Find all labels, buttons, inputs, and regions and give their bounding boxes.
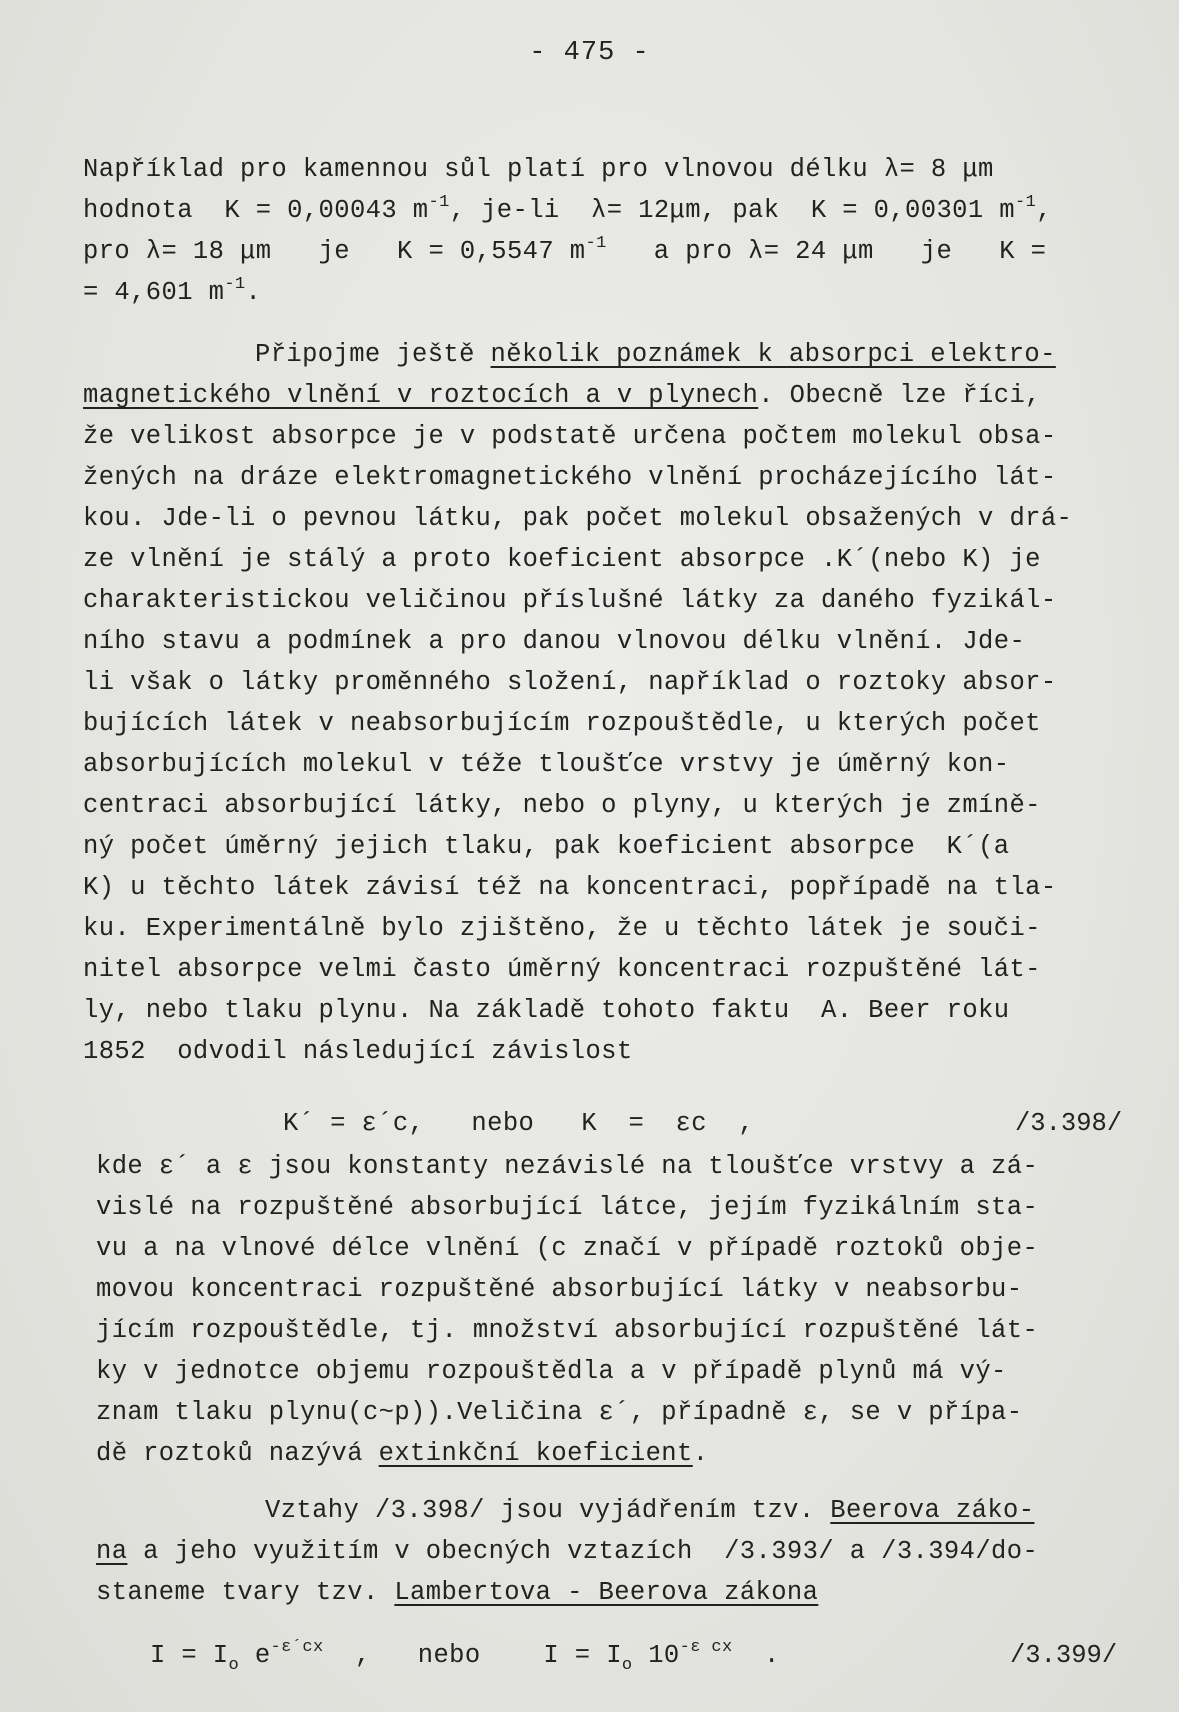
text-line: K) u těchto látek závisí též na koncentraci, popřípadě na tla- [83, 873, 1057, 902]
text-line: ný počet úměrný jejich tlaku, pak koeficient absorpce K´(a [83, 832, 1010, 861]
text-line: že velikost absorpce je v podstatě určena počtem molekul obsa- [83, 422, 1057, 451]
text-line: bujících látek v neabsorbujícím rozpouštědle, u kterých počet [83, 709, 1041, 738]
equation-3-398: K´ = ε´c, nebo K = εc , [283, 1109, 755, 1138]
text-line: kou. Jde-li o pevnou látku, pak počet molekul obsažených v drá- [83, 504, 1073, 533]
text-line: kde ε´ a ε jsou konstanty nezávislé na tloušťce vrstvy a zá- [96, 1152, 1039, 1181]
text-line: charakteristickou veličinou příslušné látky za daného fyzikál- [83, 586, 1057, 615]
underlined-phrase: několik poznámek k absorpci elektro- [490, 340, 1056, 369]
text-line: ly, nebo tlaku plynu. Na základě tohoto faktu A. Beer roku [83, 996, 1010, 1025]
underlined-phrase: magnetického vlnění v roztocích a v plynech [83, 381, 759, 410]
underlined-phrase: extinkční koeficient [378, 1439, 693, 1468]
equation-3-399: $I = I_o$ $e^{-\varepsilon´cx}$ , nebo $I = I_o$ $10^{-\varepsilon cx}$ . [150, 1638, 780, 1675]
text-line: = 4,601 $m^{-1}$. [83, 275, 262, 307]
text-line: znam tlaku plynu(c~p)).Veličina ε´, případně ε, se v přípa- [96, 1398, 1023, 1427]
text-line: centraci absorbující látky, nebo o plyny, u kterých je zmíně- [83, 791, 1041, 820]
text-line: ze vlnění je stálý a proto koeficient absorpce .K´(nebo K) je [83, 545, 1041, 574]
text-line: Například pro kamennou sůl platí pro vlnovou délku λ= 8 μm [83, 155, 994, 184]
underlined-phrase: Lambertova - Beerova zákona [394, 1578, 819, 1607]
text-line: ního stavu a podmínek a pro danou vlnovou délku vlnění. Jde- [83, 627, 1026, 656]
text-line: nitel absorpce velmi často úměrný koncentraci rozpuštěné lát- [83, 955, 1041, 984]
text-line: Vztahy /3.398/ jsou vyjádřením tzv. Beerova záko- [265, 1496, 1035, 1525]
text-line: staneme tvary tzv. Lambertova - Beerova zákona [96, 1578, 819, 1607]
text-line: pro λ= 18 μm je K = 0,5547 $m^{-1}$ a pro λ= 24 μm je K = [83, 234, 1047, 266]
text-line: absorbujících molekul v téže tloušťce vrstvy je úměrný kon- [83, 750, 1010, 779]
text-line: vislé na rozpuštěné absorbující látce, jejím fyzikálním sta- [96, 1193, 1039, 1222]
underlined-phrase: na [96, 1537, 128, 1566]
text-line: vu a na vlnové délce vlnění (c značí v případě roztoků obje- [96, 1234, 1039, 1263]
text-line: magnetického vlnění v roztocích a v plynech. Obecně lze říci, [83, 381, 1041, 410]
text-line: Připojme ještě několik poznámek k absorpci elektro- [255, 340, 1056, 369]
text-line: žených na dráze elektromagnetického vlnění procházejícího lát- [83, 463, 1057, 492]
text-line: jícím rozpouštědle, tj. množství absorbující rozpuštěné lát- [96, 1316, 1039, 1345]
text-line: li však o látky proměnného složení, například o roztoky absor- [83, 668, 1057, 697]
text-line: movou koncentraci rozpuštěné absorbující látky v neabsorbu- [96, 1275, 1023, 1304]
text-line: na a jeho využitím v obecných vztazích /3.393/ a /3.394/do- [96, 1537, 1039, 1566]
text-line: dě roztoků nazývá extinkční koeficient. [96, 1439, 709, 1468]
text-line: hodnota K = 0,00043 $m^{-1}$, je-li λ= 12μm, pak K = 0,00301 $m^{-1}$, [83, 193, 1052, 225]
page-number: - 475 - [529, 38, 650, 68]
text-line: ku. Experimentálně bylo zjištěno, že u těchto látek je souči- [83, 914, 1041, 943]
equation-number: /3.399/ [1010, 1641, 1118, 1670]
underlined-phrase: Beerova záko- [830, 1496, 1035, 1525]
text-line: ky v jednotce objemu rozpouštědla a v případě plynů má vý- [96, 1357, 1007, 1386]
text-line: 1852 odvodil následující závislost [83, 1037, 633, 1066]
equation-number: /3.398/ [1015, 1109, 1123, 1138]
